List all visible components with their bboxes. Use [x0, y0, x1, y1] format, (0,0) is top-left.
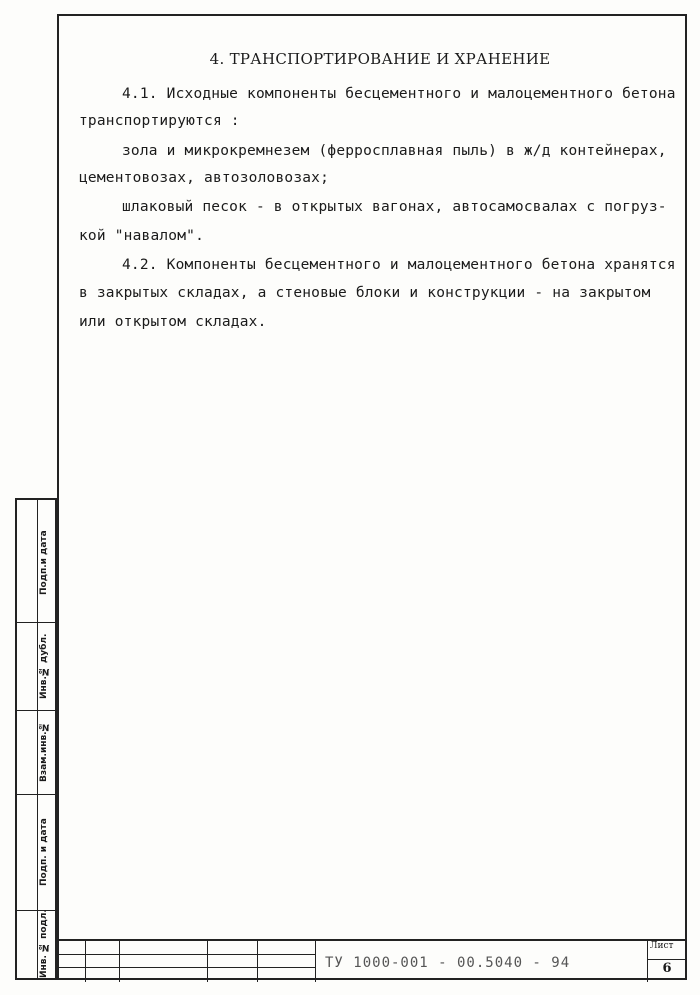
side-stamp [15, 498, 57, 980]
paragraph-line: транспортируются : [79, 113, 240, 129]
paragraph-line: кой "навалом". [79, 228, 205, 244]
sheet-number: 6 [662, 961, 672, 976]
paragraph-line: или открытом складах. [79, 314, 267, 330]
paragraph-line: 4.2. Компоненты бесцементного и малоцементного бетона хранятся [122, 257, 676, 273]
paragraph-line: зола и микрокремнезем (ферросплавная пыль) в ж/д контейнерах, [122, 143, 667, 159]
section-heading: 4. ТРАНСПОРТИРОВАНИЕ И ХРАНЕНИЕ [209, 50, 551, 68]
sheet-label: Лист [650, 941, 674, 951]
stamp-label: Инв.№ дубл. [39, 633, 49, 699]
stamp-label: Подп. и дата [39, 818, 49, 886]
paragraph-line: 4.1. Исходные компоненты бесцементного и малоцементного бетона [122, 86, 676, 102]
document-code: ТУ 1000-001 - 00.5040 - 94 [325, 955, 571, 971]
paragraph-line: в закрытых складах, а стеновые блоки и конструкции - на закрытом [79, 285, 651, 301]
stamp-label: Инв. № подл. [39, 909, 49, 978]
stamp-label: Подп.и дата [39, 530, 49, 596]
paragraph-line: шлаковый песок - в открытых вагонах, автосамосвалах с погруз- [122, 199, 667, 215]
paragraph-line: цементовозах, автозоловозах; [79, 170, 330, 186]
stamp-label: Взам.инв.№ [39, 721, 49, 783]
